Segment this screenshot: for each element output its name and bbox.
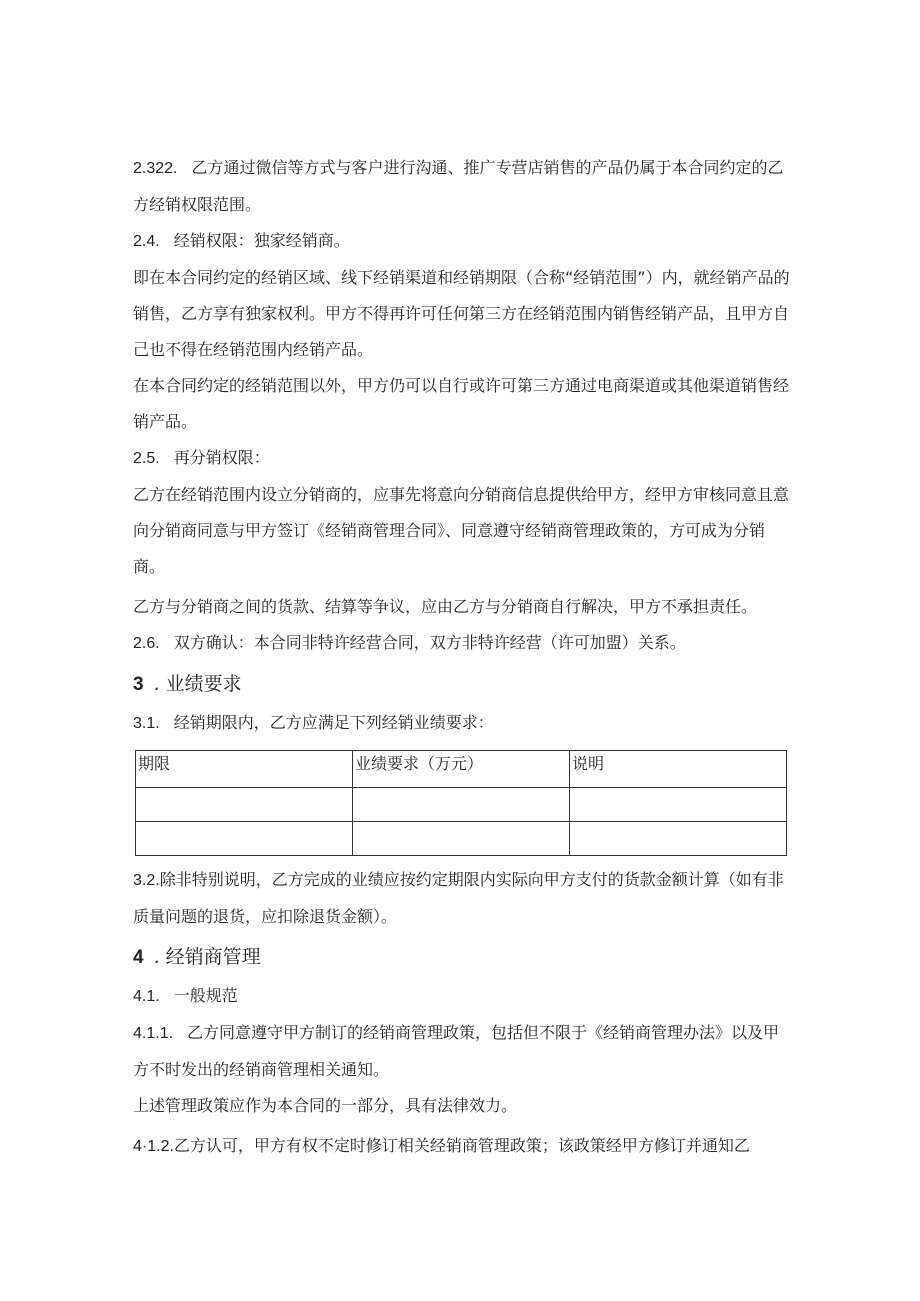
heading-text: . 业绩要求 [153,673,242,695]
paragraph: 在本合同约定的经销范围以外，甲方仍可以自行或许可第三方通过电商渠道或其他渠道销售经销产品。 [133,376,790,431]
table-cell [353,788,570,822]
table-header-cell: 期限 [136,751,353,788]
table-cell [570,822,787,856]
clause-2-5 [133,440,793,477]
clause-3-2 [133,862,793,935]
table-header-cell: 业绩要求（万元） [353,751,570,788]
clause-text: 一般规范 [173,986,238,1005]
clause-number: 3.2. [133,872,160,889]
clause-text: 除非特别说明，乙方完成的业绩应按约定期限内实际向甲方支付的货款金额计算（如有非质量问题的退货，应扣除退货金额）。 [133,870,784,926]
paragraph: 乙方在经销范围内设立分销商的，应事先将意向分销商信息提供给甲方，经甲方审核同意且意向分销商同意与甲方签订《经销商管理合同》、同意遵守经销商管理政策的，方可成为分销商。 [133,485,790,576]
clause-2-4 [133,223,793,260]
clause-2-3-2-2 [133,150,793,223]
table-cell [570,788,787,822]
clause-number: 4.1. [133,988,160,1005]
heading-number: 4 [133,947,144,968]
clause-4-1-2 [133,1128,793,1165]
table-header-row [136,751,787,788]
table-cell [136,822,353,856]
clause-number: 2.4. [133,233,160,250]
clause-2-6 [133,625,793,662]
clause-text: 乙方认可，甲方有权不定时修订相关经销商管理政策；该政策经甲方修订并通知乙 [173,1136,750,1155]
heading-number: 3 [133,674,144,695]
paragraph: 上述管理政策应作为本合同的一部分，具有法律效力。 [133,1096,518,1115]
clause-text: 再分销权限： [173,448,270,467]
clause-number: 2.6. [133,635,160,652]
clause-3-1 [133,705,793,742]
paragraph: 即在本合同约定的经销区域、线下经销渠道和经销期限（合称“经销范围”）内，就经销产品的销售，乙方享有独家权利。甲方不得再许可任何第三方在经销范围内销售经销产品，且甲方自己也不得在经销范围内经销产品。 [133,268,790,359]
paragraph: 乙方与分销商之间的货款、结算等争议，应由乙方与分销商自行解决，甲方不承担责任。 [133,597,758,616]
performance-table [135,750,787,856]
table-cell [136,788,353,822]
clause-number: 2.322. [133,160,178,177]
clause-text: 双方确认：本合同非特许经营合同，双方非特许经营（许可加盟）关系。 [173,633,686,652]
clause-text: 乙方通过微信等方式与客户进行沟通、推广专营店销售的产品仍属于本合同约定的乙方经销权限范围。 [133,158,784,214]
clause-number: 4.1.1. [133,1025,174,1042]
clause-text: 乙方同意遵守甲方制订的经销商管理政策，包括但不限于《经销商管理办法》以及甲方不时发出的经销商管理相关通知。 [133,1023,780,1079]
clause-number: 3.1. [133,715,160,732]
clause-4-1 [133,978,793,1015]
clause-number: 2.5. [133,450,160,467]
clause-text: 经销期限内，乙方应满足下列经销业绩要求： [173,713,494,732]
heading-text: . 经销商管理 [153,946,261,968]
document-page [133,150,793,1165]
table-header-cell: 说明 [570,751,787,788]
table-row [136,822,787,856]
clause-4-1-1 [133,1015,793,1088]
clause-number: 4·1.2. [133,1138,174,1155]
section-heading-3 [133,664,793,705]
table-cell [353,822,570,856]
table-row [136,788,787,822]
clause-text: 经销权限：独家经销商。 [173,231,350,250]
section-heading-4 [133,937,793,978]
